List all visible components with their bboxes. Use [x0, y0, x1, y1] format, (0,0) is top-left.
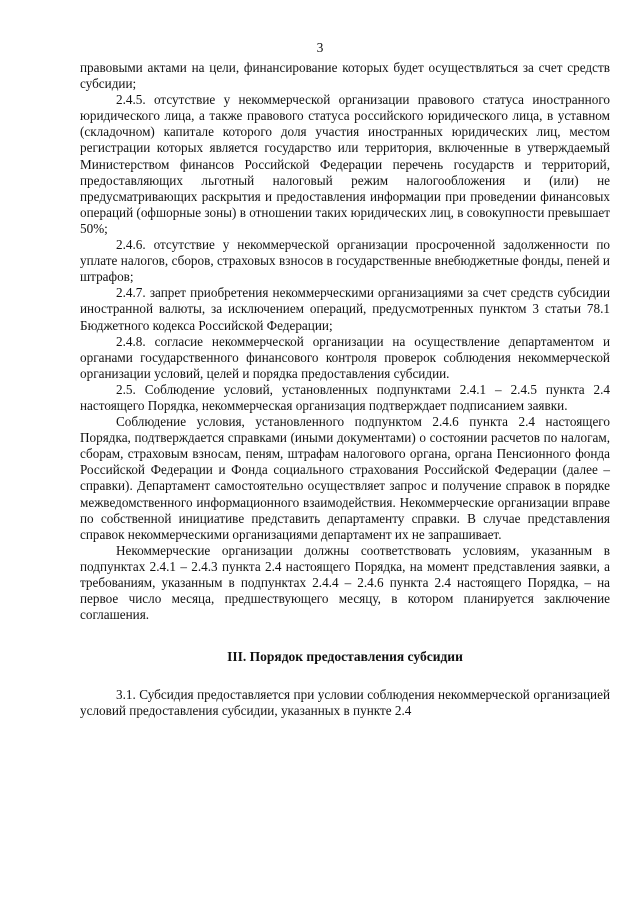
- paragraph-2-4-6: 2.4.6. отсутствие у некоммерческой организации просроченной задолженности по уплате налогов, сборов, страховых взносов в государственные внебюджетные фонды, пеней и штрафов;: [80, 237, 610, 285]
- section-heading: III. Порядок предоставления субсидии: [227, 649, 463, 665]
- paragraph-3-1: 3.1. Субсидия предоставляется при условии соблюдения некоммерческой организацией условий предоставления субсидии, указанных в пункте 2.4: [80, 687, 610, 719]
- page-number: 3: [316, 40, 324, 55]
- paragraph-nko-requirements: Некоммерческие организации должны соответствовать условиям, указанным в подпунктах 2.4.1 – 2.4.3 пункта 2.4 настоящего Порядка, на момент представления заявки, а требованиям, указанным в подпунктах 2.4.4 – 2.4.6 пункта 2.4 настоящего Порядка, – на первое число месяца, предшествующего месяцу, в котором планируется заключение соглашения.: [80, 542, 610, 623]
- paragraph-2-4-8: 2.4.8. согласие некоммерческой организации на осуществление департаментом и органами государственного финансового контроля проверок соблюдения некоммерческой организации условий, целей и порядка предоставления субсидии.: [80, 333, 610, 381]
- paragraph-compliance-2-4-6: Соблюдение условия, установленного подпунктом 2.4.6 пункта 2.4 настоящего Порядка, подтверждается справками (иными документами) о состоянии расчетов по налогам, сборам, страховым взносам, пеням, штрафам налогового органа, органа Пенсионного фонда Российской Федерации и Фонда социального страхования Российской Федерации (далее – справки). Департамент самостоятельно осуществляет запрос и получение справок в порядке межведомственного информационного взаимодействия. Некоммерческие организации вправе по собственной инициативе представить департаменту справки. В случае представления справок некоммерческими организациями департамент их не запрашивает.: [80, 414, 610, 542]
- paragraph-2-4-5: 2.4.5. отсутствие у некоммерческой организации правового статуса иностранного юридического лица, а также правового статуса российского юридического лица, в уставном (складочном) капитале которого доля участия иностранных юридических лиц, местом регистрации которых является государство или территория, включенные в утверждаемый Министерством финансов Российской Федерации перечень государств и территорий, предоставляющих льготный налоговый режим налогообложения и (или) не предусматривающих раскрытия и предоставления информации при проведении финансовых операций (офшорные зоны) в отношении таких юридических лиц, в совокупности превышает 50%;: [80, 92, 610, 236]
- paragraph-continuation: правовыми актами на цели, финансирование которых будет осуществляться за счет средств субсидии;: [80, 60, 610, 92]
- paragraph-2-5: 2.5. Соблюдение условий, установленных подпунктами 2.4.1 – 2.4.5 пункта 2.4 настоящего Порядка, некоммерческая организация подтверждает подписанием заявки.: [80, 381, 610, 413]
- document-body: [80, 60, 610, 720]
- paragraph-2-4-7: 2.4.7. запрет приобретения некоммерческими организациями за счет средств субсидии иностранной валюты, за исключением операций, предусмотренных пунктом 3 статьи 78.1 Бюджетного кодекса Российской Федерации;: [80, 285, 610, 333]
